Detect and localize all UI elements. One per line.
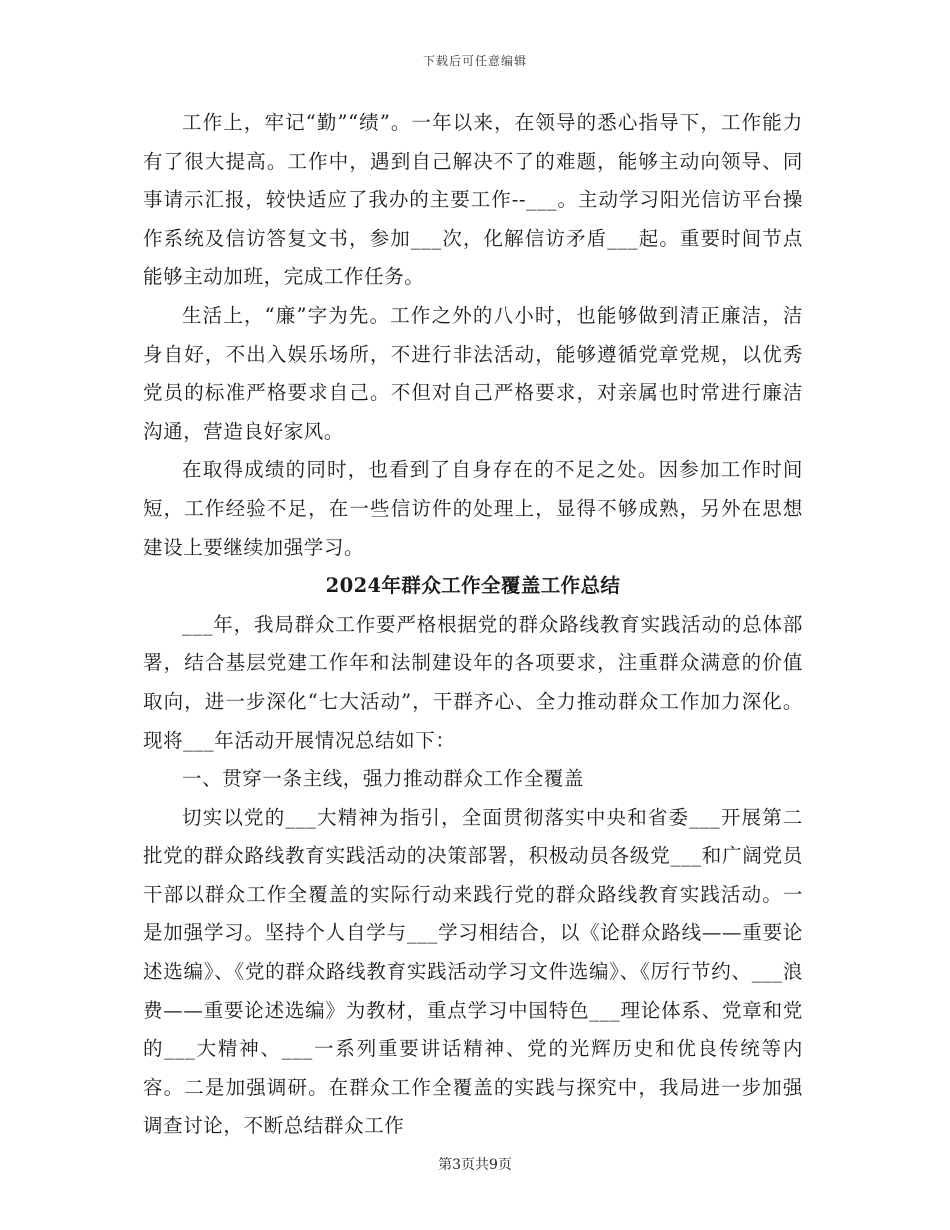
page-header-note: 下载后可任意编辑 — [422, 54, 527, 68]
page-number: 第3页共9页 — [438, 1157, 512, 1173]
paragraph-life: 生活上，“廉”字为先。工作之外的八小时，也能够做到清正廉洁，洁身自好，不出入娱乐场所，不进行非法活动，能够遵循党章党规，以优秀党员的标准严格要求自己。不但对自己严格要求，对亲属也时常进行廉洁沟通，营造良好家风。 — [143, 303, 803, 443]
paragraph-shortcomings: 在取得成绩的同时，也看到了自身存在的不足之处。因参加工作时间短，工作经验不足，在一些信访件的处理上，显得不够成熟，另外在思想建设上要继续加强学习。 — [143, 458, 803, 559]
document-body — [143, 104, 803, 1146]
subheading-one: 一、贯穿一条主线，强力推动群众工作全覆盖 — [182, 767, 585, 791]
paragraph-work: 工作上，牢记“勤”“绩”。一年以来，在领导的悉心指导下，工作能力有了很大提高。工作中，遇到自己解决不了的难题，能够主动向领导、同事请示汇报，较快适应了我办的主要工作--___。主动学习阳光信访平台操作系统及信访答复文书，参加___次，化解信访矛盾___起。重要时间节点能够主动加班，完成工作任务。 — [143, 111, 803, 289]
section-heading: 2024年群众工作全覆盖工作总结 — [325, 574, 621, 598]
paragraph-intro: ___年，我局群众工作要严格根据党的群众路线教育实践活动的总体部署，结合基层党建工作年和法制建设年的各项要求，注重群众满意的价值取向，进一步深化“七大活动”，干群齐心、全力推动群众工作加力深化。现将___年活动开展情况总结如下： — [143, 612, 803, 752]
paragraph-mainline: 切实以党的___大精神为指引，全面贯彻落实中央和省委___开展第二批党的群众路线教育实践活动的决策部署，积极动员各级党___和广阔党员干部以群众工作全覆盖的实际行动来践行党的群众路线教育实践活动。一是加强学习。坚持个人自学与___学习相结合，以《论群众路线——重要论述选编》、《党的群众路线教育实践活动学习文件选编》、《厉行节约、___浪费——重要论述选编》为教材，重点学习中国特色___理论体系、党章和党的___大精神、___一系列重要讲话精神、党的光辉历史和优良传统等内容。二是加强调研。在群众工作全覆盖的实践与探究中，我局进一步加强调查讨论，不断总结群众工作 — [143, 805, 803, 1138]
